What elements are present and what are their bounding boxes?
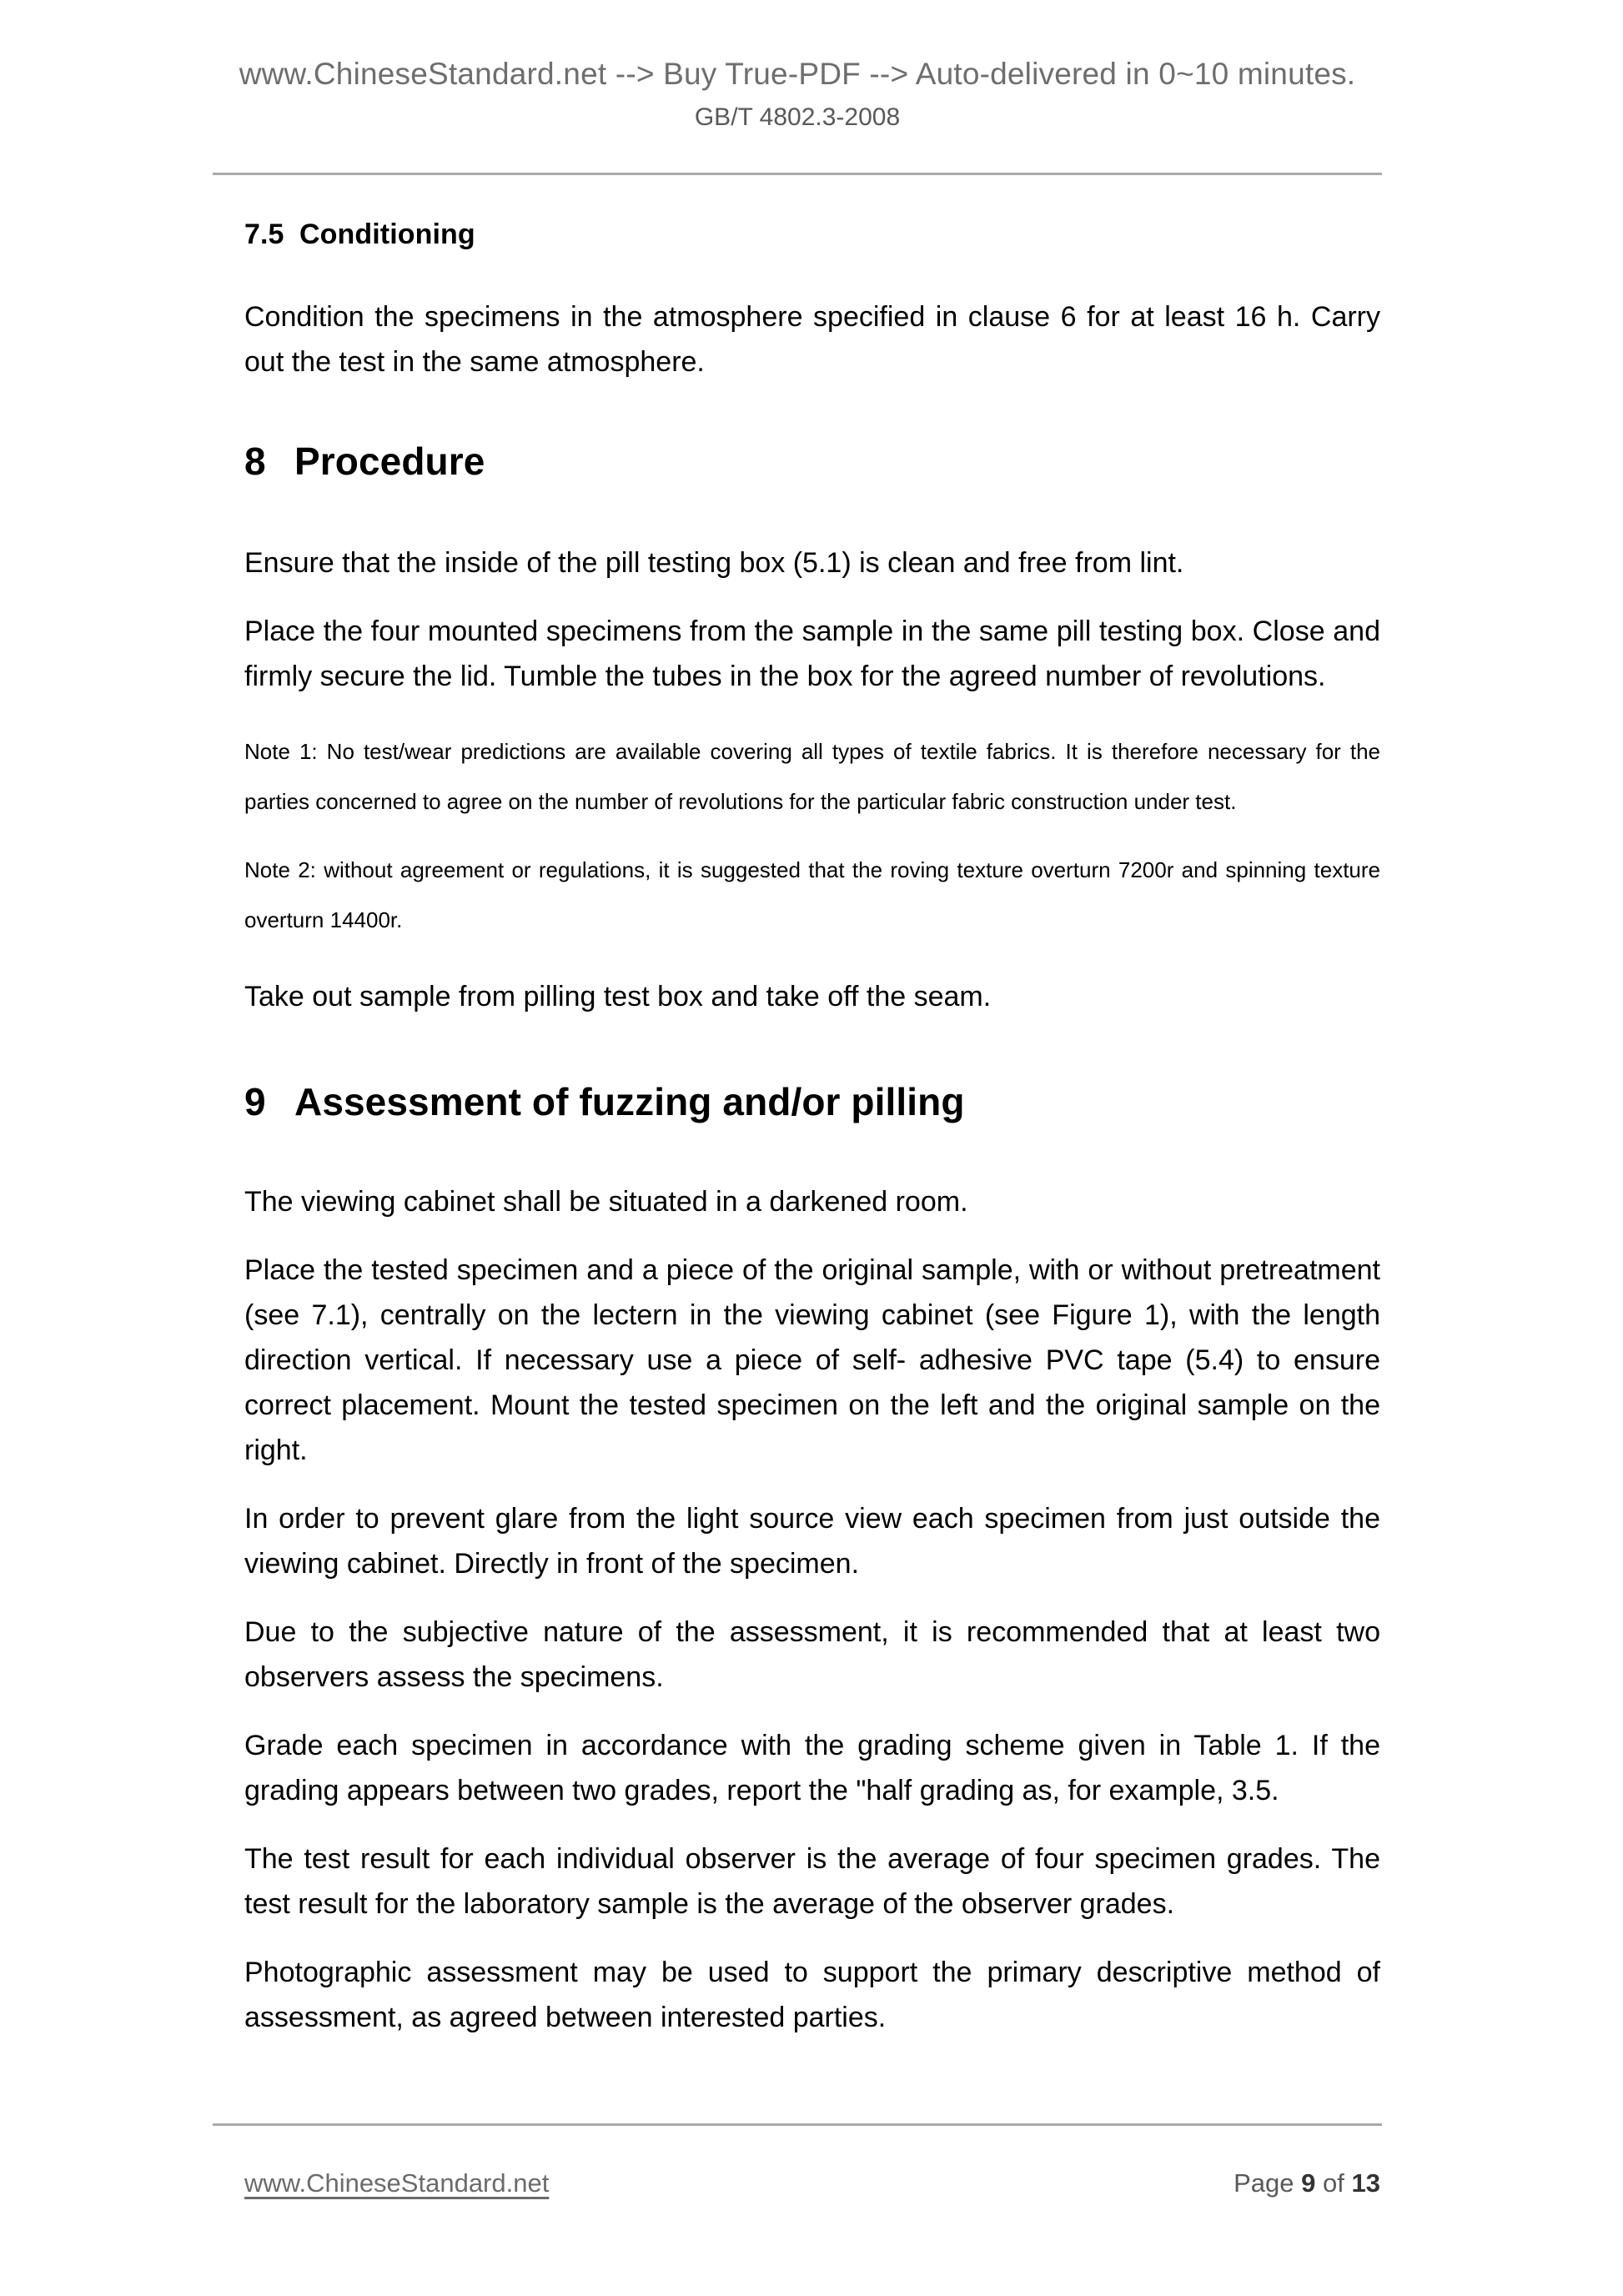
- footer-website-link[interactable]: www.ChineseStandard.net: [244, 2168, 550, 2198]
- paragraph-assessment-7: Photographic assessment may be used to support the primary descriptive method of assessment, as agreed between interested parties.: [244, 1957, 1380, 2033]
- header-divider: [213, 173, 1382, 175]
- paragraph-assessment-5: Grade each specimen in accordance with the grading scheme given in Table 1. If the grading appears between two grades, report the "half grading as, for example, 3.5.: [244, 1730, 1380, 1806]
- paragraph-procedure-2: Place the four mounted specimens from the sample in the same pill testing box. Close and firmly secure the lid. Tumble the tubes in the box for the agreed number of revolutions.: [244, 615, 1380, 692]
- page-number-indicator: [1234, 2168, 1380, 2198]
- heading-7-5-title: Conditioning: [299, 219, 475, 250]
- standard-number: GB/T 4802.3-2008: [694, 103, 901, 131]
- page-label: Page: [1234, 2168, 1294, 2198]
- paragraph-conditioning: Condition the specimens in the atmosphere specified in clause 6 for at least 16 h. Carry out the test in the same atmosphere.: [244, 301, 1380, 378]
- paragraph-procedure-3: Take out sample from pilling test box and take off the seam.: [244, 981, 992, 1012]
- paragraph-procedure-1: Ensure that the inside of the pill testing box (5.1) is clean and free from lint.: [244, 547, 1184, 579]
- paragraph-assessment-1: The viewing cabinet shall be situated in a darkened room.: [244, 1186, 968, 1218]
- heading-9: [244, 1079, 1380, 1124]
- paragraph-assessment-6: The test result for each individual observer is the average of four specimen grades. The test result for the laboratory sample is the average of the observer grades.: [244, 1843, 1380, 1920]
- page-of-label: of: [1323, 2168, 1344, 2198]
- note-2: Note 2: without agreement or regulations, it is suggested that the roving texture overturn 7200r and spinning texture overturn 14400r.: [244, 857, 1380, 932]
- page-footer: [244, 2168, 1380, 2198]
- paragraph-assessment-2: Place the tested specimen and a piece of the original sample, with or without pretreatment (see 7.1), centrally on the lectern in the viewing cabinet (see Figure 1), with the length direction vertical. If necessary use a piece of self- adhesive PVC tape (5.4) to ensure correct placement. Mount the tested specimen on the left and the original sample on the right.: [244, 1254, 1380, 1466]
- document-body: [244, 219, 1380, 2040]
- heading-7-5: [244, 219, 1380, 251]
- total-page-number: 13: [1351, 2168, 1380, 2198]
- paragraph-assessment-3: In order to prevent glare from the light source view each specimen from just outside the viewing cabinet. Directly in front of the specimen.: [244, 1503, 1380, 1580]
- heading-9-title: Assessment of fuzzing and/or pilling: [294, 1080, 965, 1123]
- page-header: [213, 57, 1382, 132]
- note-1: Note 1: No test/wear predictions are available covering all types of textile fabrics. It is therefore necessary for the parties concerned to agree on the number of revolutions for the particular fabric construction under test.: [244, 739, 1380, 814]
- heading-9-number: 9: [244, 1080, 266, 1123]
- current-page-number: 9: [1301, 2168, 1316, 2198]
- footer-divider: [213, 2123, 1382, 2126]
- heading-8-title: Procedure: [294, 440, 485, 483]
- heading-8: [244, 439, 1380, 484]
- heading-8-number: 8: [244, 440, 266, 483]
- paragraph-assessment-4: Due to the subjective nature of the assessment, it is recommended that at least two observers assess the specimens.: [244, 1616, 1380, 1693]
- heading-7-5-number: 7.5: [244, 219, 284, 250]
- promo-banner-text: www.ChineseStandard.net --> Buy True-PDF --> Auto-delivered in 0~10 minutes.: [239, 57, 1356, 91]
